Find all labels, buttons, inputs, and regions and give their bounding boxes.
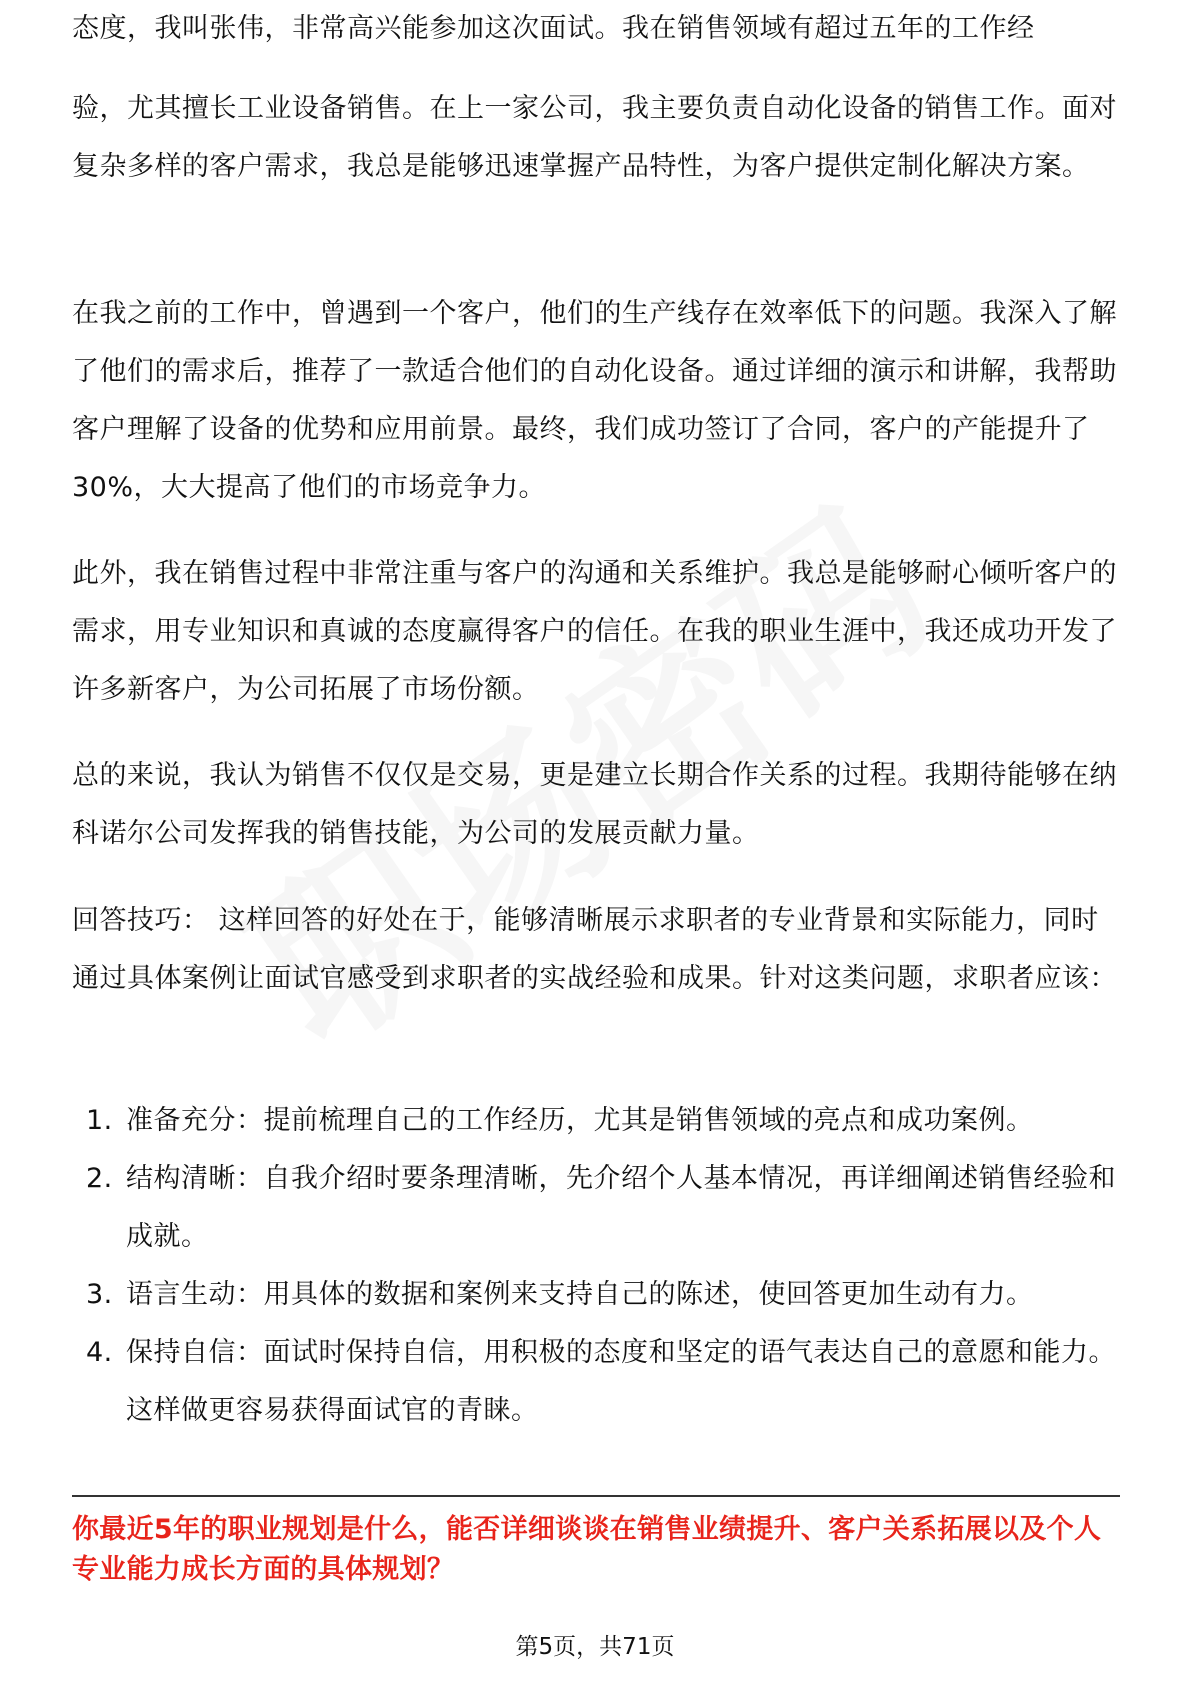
- section-divider: [72, 1495, 1120, 1497]
- list-item: [72, 1092, 1120, 1150]
- list-item: [72, 1266, 1120, 1324]
- partial-top-line-text: 态度，我叫张伟，非常高兴能参加这次面试。我在销售领域有超过五年的工作经: [72, 13, 1035, 44]
- next-question-heading: 你最近5年的职业规划是什么，能否详细谈谈在销售业绩提升、客户关系拓展以及个人专业能力成长方面的具体规划？: [72, 1514, 1102, 1585]
- list-item: [72, 1150, 1120, 1266]
- tips-list: [72, 1092, 1120, 1440]
- paragraph-answer-tips: 回答技巧： 这样回答的好处在于，能够清晰展示求职者的专业背景和实际能力，同时通过具体案例让面试官感受到求职者的实战经验和成果。针对这类问题，求职者应该：: [72, 905, 1117, 994]
- partial-top-line: [72, 13, 1120, 60]
- list-item-text: 保持自信：面试时保持自信，用积极的态度和坚定的语气表达自己的意愿和能力。这样做更容易获得面试官的青睐。: [126, 1337, 1116, 1426]
- list-item-text: 准备充分：提前梳理自己的工作经历，尤其是销售领域的亮点和成功案例。: [126, 1105, 1034, 1136]
- paragraph-relationships: 此外，我在销售过程中非常注重与客户的沟通和关系维护。我总是能够耐心倾听客户的需求，用专业知识和真诚的态度赢得客户的信任。在我的职业生涯中，我还成功开发了许多新客户，为公司拓展了市场份额。: [72, 558, 1117, 705]
- list-item-number: 2.: [86, 1163, 113, 1194]
- list-item-number: 4.: [86, 1337, 113, 1368]
- list-item-text: 语言生动：用具体的数据和案例来支持自己的陈述，使回答更加生动有力。: [126, 1279, 1034, 1310]
- paragraph-case-study: 在我之前的工作中，曾遇到一个客户，他们的生产线存在效率低下的问题。我深入了解了他们的需求后，推荐了一款适合他们的自动化设备。通过详细的演示和讲解，我帮助客户理解了设备的优势和应用前景。最终，我们成功签订了合同，客户的产能提升了30%，大大提高了他们的市场竞争力。: [72, 298, 1117, 503]
- list-item: [72, 1324, 1120, 1440]
- paragraph-summary: 总的来说，我认为销售不仅仅是交易，更是建立长期合作关系的过程。我期待能够在纳科诺尔公司发挥我的销售技能，为公司的发展贡献力量。: [72, 760, 1117, 849]
- list-item-number: 1.: [86, 1105, 113, 1136]
- page-number: 第5页，共71页: [515, 1634, 675, 1660]
- list-item-number: 3.: [86, 1279, 113, 1310]
- paragraph-experience: 验，尤其擅长工业设备销售。在上一家公司，我主要负责自动化设备的销售工作。面对复杂多样的客户需求，我总是能够迅速掌握产品特性，为客户提供定制化解决方案。: [72, 93, 1117, 182]
- list-item-text: 结构清晰：自我介绍时要条理清晰，先介绍个人基本情况，再详细阐述销售经验和成就。: [126, 1163, 1116, 1252]
